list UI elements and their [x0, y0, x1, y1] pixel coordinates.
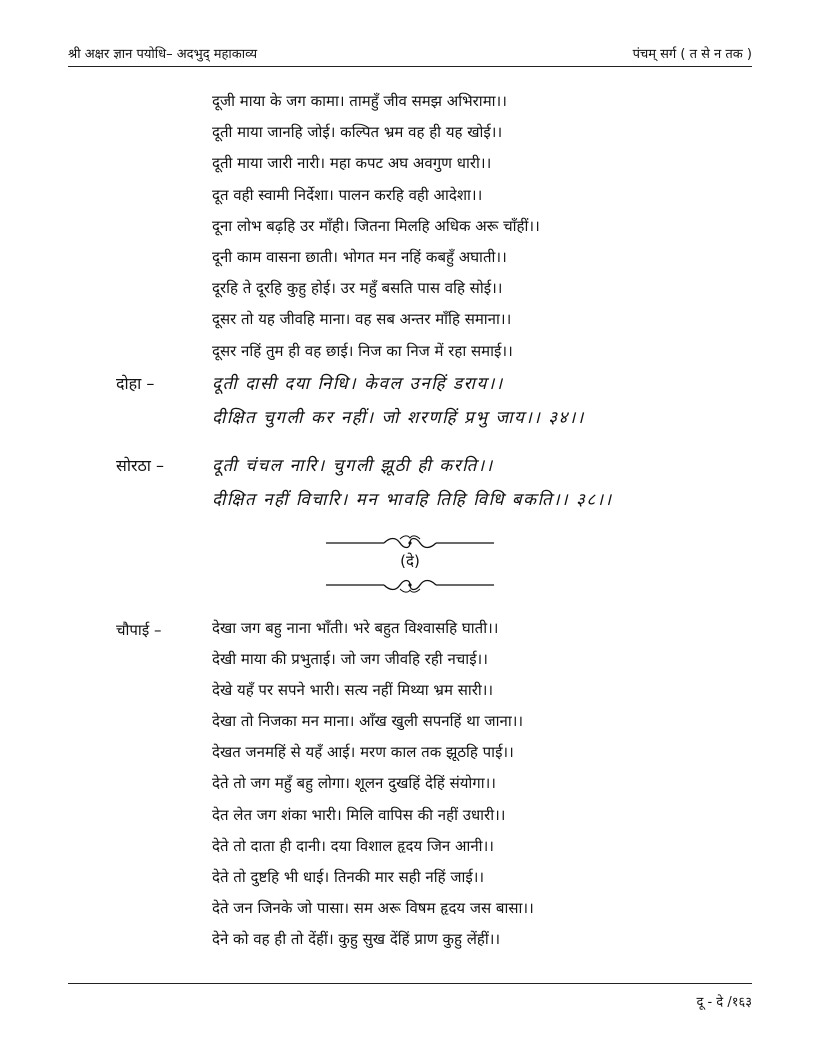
footer-rule — [68, 983, 752, 984]
header-chapter: पंचम् सर्ग ( त से न तक ) — [632, 47, 752, 62]
verse-line: देते तो दुष्टहि भी धाई। तिनकी मार सही नहिं जाई।। — [212, 867, 485, 886]
verse-line: देखा तो निजका मन माना। आँख खुली सपनहिं था जाना।। — [212, 712, 524, 731]
verse-line: देखी माया की प्रभुताई। जो जग जीवहि रही नचाई।। — [212, 650, 488, 669]
header-book-title: श्री अक्षर ज्ञान पयोधि– अदभुद् महाकाव्य — [68, 47, 258, 62]
verse-line: दूसर तो यह जीवहि माना। वह सब अन्तर माँहि समाना।। — [212, 310, 512, 329]
verse-block-1 — [212, 86, 652, 367]
verse-line: देते तो जग महुँ बहु लोगा। शूलन दुखहिं देहिं संयोगा।। — [212, 774, 496, 793]
verse-line: दूती माया जारी नारी। महा कपट अघ अवगुण धारी।। — [212, 154, 492, 173]
chaupai-label: चौपाई – — [116, 621, 162, 639]
section-title: (दे) — [400, 552, 420, 570]
doha-verse — [212, 367, 712, 435]
verse-line: दूनी काम वासना छाती। भोगत मन नहिं कबहुँ अघाती।। — [212, 247, 507, 266]
verse-line: देने को वह ही तो देंहीं। कुहु सुख देंहिं प्राण कुहु लेंहीं।। — [212, 929, 501, 948]
verse-line: देखत जनमहिं से यहँ आई। मरण काल तक झूठहि पाई।। — [212, 743, 514, 762]
verse-line: देखे यहँ पर सपने भारी। सत्य नहीं मिथ्या भ्रम सारी।। — [212, 681, 494, 700]
ornament-divider-top — [326, 533, 494, 553]
verse-line: दूत वही स्वामी निर्देशा। पालन करहि वही आदेशा।। — [212, 185, 483, 204]
verse-line: दूना लोभ बढ़हि उर माँही। जितना मिलहि अधिक अरू चाँहीं।। — [212, 216, 540, 235]
doha-label: दोहा – — [116, 374, 155, 393]
sortha-line: दीक्षित नहीं विचारि। मन भावहि तिहि विधि बकति।। ३८।। — [212, 490, 613, 510]
verse-block-2 — [212, 613, 652, 956]
page-number: दू - दे /१६३ — [696, 995, 752, 1010]
ornament-divider-bottom — [326, 575, 494, 595]
doha-line: दूती दासी दया निधि। केवल उनहिं डराय।। — [212, 374, 504, 394]
verse-line: देखा जग बहु नाना भाँती। भरे बहुत विश्वासहि घाती।। — [212, 619, 499, 637]
verse-line: दूसर नहिं तुम ही वह छाई। निज का निज में रहा समाई।। — [212, 341, 513, 360]
verse-line: देत लेत जग शंका भारी। मिलि वापिस की नहीं उधारी।। — [212, 805, 506, 824]
sortha-label: सोरठा – — [116, 456, 165, 475]
header-rule — [68, 66, 752, 67]
verse-line: दूती माया जानहि जोई। कल्पित भ्रम वह ही यह खोई।। — [212, 123, 503, 142]
page-header — [68, 42, 752, 64]
verse-line: दूरहि ते दूरहि कुहु होई। उर महुँ बसति पास वहि सोई।। — [212, 279, 503, 298]
sortha-verse — [212, 449, 712, 517]
verse-line: देते तो दाता ही दानी। दया विशाल हृदय जिन आनी।। — [212, 836, 494, 855]
verse-line: देते जन जिनके जो पासा। सम अरू विषम हृदय जस बासा।। — [212, 898, 534, 917]
sortha-line: दूती चंचल नारि। चुगली झूठी ही करति।। — [212, 456, 494, 476]
verse-line: दूजी माया के जग कामा। तामहुँ जीव समझ अभिरामा।। — [212, 92, 507, 110]
doha-line: दीक्षित चुगली कर नहीं। जो शरणहिं प्रभु जाय।। ३४।। — [212, 408, 585, 428]
